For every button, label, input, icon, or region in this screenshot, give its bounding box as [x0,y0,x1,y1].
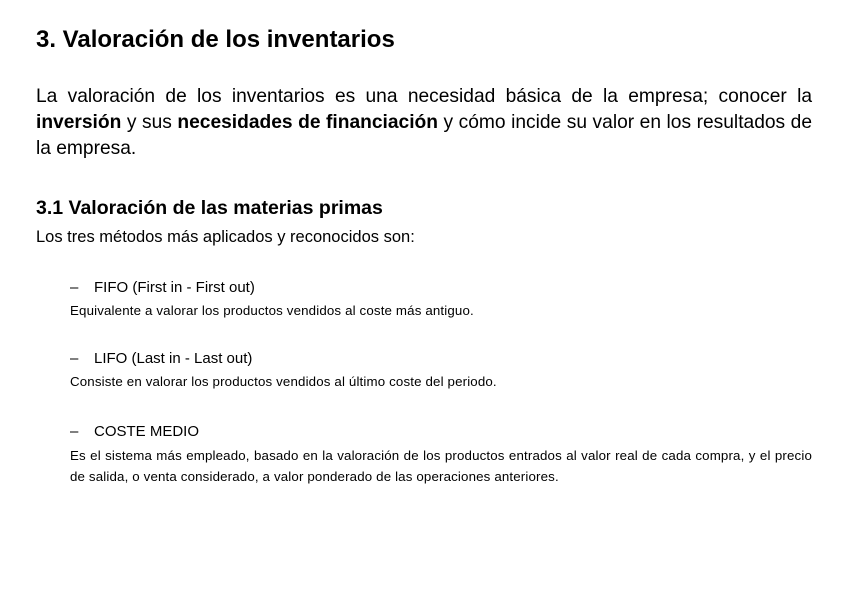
method-title-text: LIFO (Last in - Last out) [94,350,253,367]
dash-bullet: – [70,279,79,296]
methods-lead: Los tres métodos más aplicados y reconocidos son: [36,228,415,246]
method-item-lifo [70,350,812,392]
method-item-coste-medio [70,423,812,487]
method-item-fifo [70,279,812,321]
intro-text-2: y sus [121,112,178,133]
intro-text-1: La valoración de los inventarios es una necesidad básica de la empresa; conocer la [36,86,812,107]
method-title [70,279,812,296]
method-title-text: COSTE MEDIO [94,423,200,440]
method-description: Equivalente a valorar los productos vendidos al coste más antiguo. [70,303,474,318]
dash-bullet: – [70,423,79,440]
method-title-text: FIFO (First in - First out) [94,279,255,296]
method-description: Consiste en valorar los productos vendidos al último coste del periodo. [70,374,497,389]
dash-bullet: – [70,350,79,367]
intro-text-3: y cómo incide su valor en los resultados de la empresa. [36,112,813,159]
intro-paragraph [36,84,812,162]
intro-bold-inversion: inversión [36,112,122,133]
section-subheading: 3.1 Valoración de las materias primas [36,197,383,219]
method-title [70,350,812,367]
page-title: 3. Valoración de los inventarios [36,26,395,53]
method-title [70,423,812,440]
intro-bold-financiacion: necesidades de financiación [177,112,438,133]
method-description: Es el sistema más empleado, basado en la valoración de los productos entrados al valor real de cada compra, y el precio de salida, o venta considerado, a valor ponderado de las operaciones anteriores. [70,448,812,484]
